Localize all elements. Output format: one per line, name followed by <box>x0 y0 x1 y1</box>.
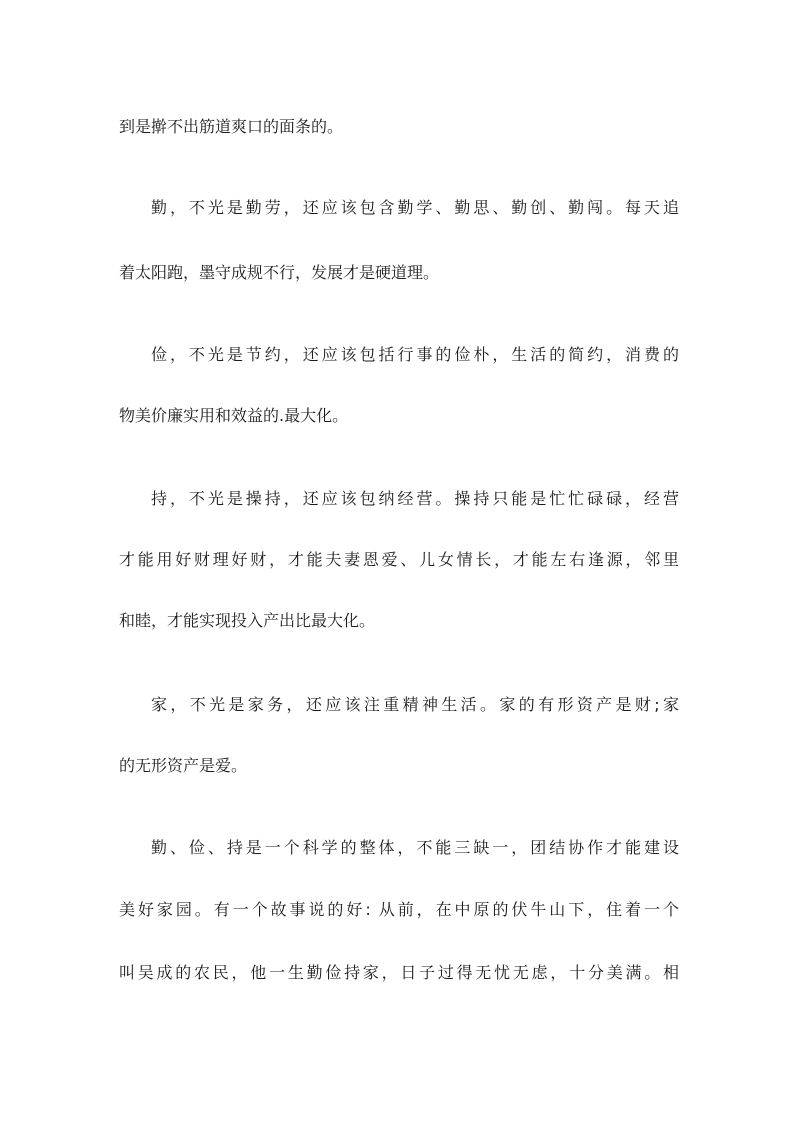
text-line: 的无形资产是爱。 <box>119 756 248 775</box>
text-line: 俭，不光是节约，还应该包括行事的俭朴，生活的简约，消费的 <box>151 345 679 364</box>
text-line: 才能用好财理好财，才能夫妻恩爱、儿女情长，才能左右逢源，邻里 <box>119 550 679 569</box>
text-line: 勤、俭、持是一个科学的整体，不能三缺一，团结协作才能建设 <box>151 838 679 857</box>
text-line: 到是擀不出筋道爽口的面条的。 <box>119 117 344 136</box>
text-line: 着太阳跑，墨守成规不行，发展才是硬道理。 <box>119 263 440 282</box>
text-line: 叫吴成的农民，他一生勤俭持家，日子过得无忧无虑，十分美满。相 <box>119 963 679 982</box>
text-line: 家，不光是家务，还应该注重精神生活。家的有形资产是财;家 <box>151 695 679 714</box>
text-line: 持，不光是操持，还应该包纳经营。操持只能是忙忙碌碌，经营 <box>151 489 679 508</box>
text-line: 勤，不光是勤劳，还应该包含勤学、勤思、勤创、勤闯。每天追 <box>151 198 679 217</box>
text-line: 和睦，才能实现投入产出比最大化。 <box>119 611 376 630</box>
text-line: 美好家园。有一个故事说的好: 从前，在中原的伏牛山下，住着一个 <box>119 900 679 919</box>
text-line: 物美价廉实用和效益的.最大化。 <box>119 406 349 425</box>
